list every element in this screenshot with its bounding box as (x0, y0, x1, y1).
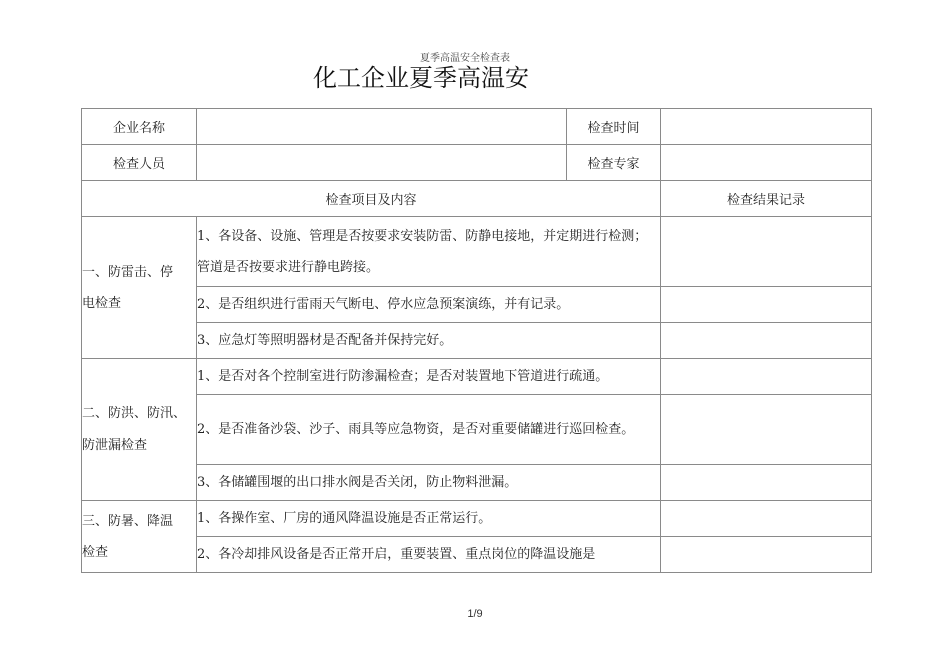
page-title: 化工企业夏季高温安 (313, 64, 529, 92)
category-line: 一、防雷击、停 (82, 264, 174, 280)
category-heat-cooling (82, 501, 197, 573)
inspection-table (81, 108, 872, 573)
expert-label: 检查专家 (567, 145, 661, 181)
items-header: 检查项目及内容 (82, 181, 661, 217)
result-cell[interactable] (661, 323, 872, 359)
category-lightning-power (82, 217, 197, 359)
category-line: 三、防暑、降温 (82, 513, 174, 529)
company-name-label: 企业名称 (82, 109, 197, 145)
inspector-field[interactable] (197, 145, 567, 181)
check-item: 1、各设备、设施、管理是否按要求安装防雷、防静电接地，并定期进行检测；管道是否按要求进行静电跨接。 (197, 217, 661, 287)
category-line: 二、防洪、防汛、 (82, 405, 187, 421)
running-header: 夏季高温安全检查表 (420, 53, 510, 64)
table-header-row (82, 181, 872, 217)
result-cell[interactable] (661, 287, 872, 323)
category-line: 电检查 (82, 295, 122, 311)
table-row (82, 323, 872, 359)
company-name-field[interactable] (197, 109, 567, 145)
check-item: 2、是否组织进行雷雨天气断电、停水应急预案演练，并有记录。 (197, 287, 661, 323)
check-item: 2、是否准备沙袋、沙子、雨具等应急物资，是否对重要储罐进行巡回检查。 (197, 395, 661, 465)
check-item: 2、各冷却排风设备是否正常开启，重要装置、重点岗位的降温设施是 (197, 537, 661, 573)
inspection-time-label: 检查时间 (567, 109, 661, 145)
category-flood-leakage (82, 359, 197, 501)
table-row (82, 217, 872, 287)
table-row (82, 501, 872, 537)
table-row (82, 395, 872, 465)
result-cell[interactable] (661, 359, 872, 395)
check-item: 3、各储罐围堰的出口排水阀是否关闭，防止物料泄漏。 (197, 465, 661, 501)
category-line: 检查 (82, 544, 109, 560)
result-cell[interactable] (661, 395, 872, 465)
table-row (82, 287, 872, 323)
table-row (82, 359, 872, 395)
expert-field[interactable] (661, 145, 872, 181)
table-row (82, 465, 872, 501)
check-item: 1、是否对各个控制室进行防渗漏检查；是否对装置地下管道进行疏通。 (197, 359, 661, 395)
page-number: 1/9 (467, 608, 483, 620)
info-row-inspector (82, 145, 872, 181)
result-cell[interactable] (661, 217, 872, 287)
result-cell[interactable] (661, 501, 872, 537)
category-line: 防泄漏检查 (82, 437, 148, 453)
inspection-time-field[interactable] (661, 109, 872, 145)
check-item: 1、各操作室、厂房的通风降温设施是否正常运行。 (197, 501, 661, 537)
info-row-company (82, 109, 872, 145)
inspector-label: 检查人员 (82, 145, 197, 181)
result-cell[interactable] (661, 537, 872, 573)
results-header: 检查结果记录 (661, 181, 872, 217)
table-row (82, 537, 872, 573)
result-cell[interactable] (661, 465, 872, 501)
check-item: 3、应急灯等照明器材是否配备并保持完好。 (197, 323, 661, 359)
